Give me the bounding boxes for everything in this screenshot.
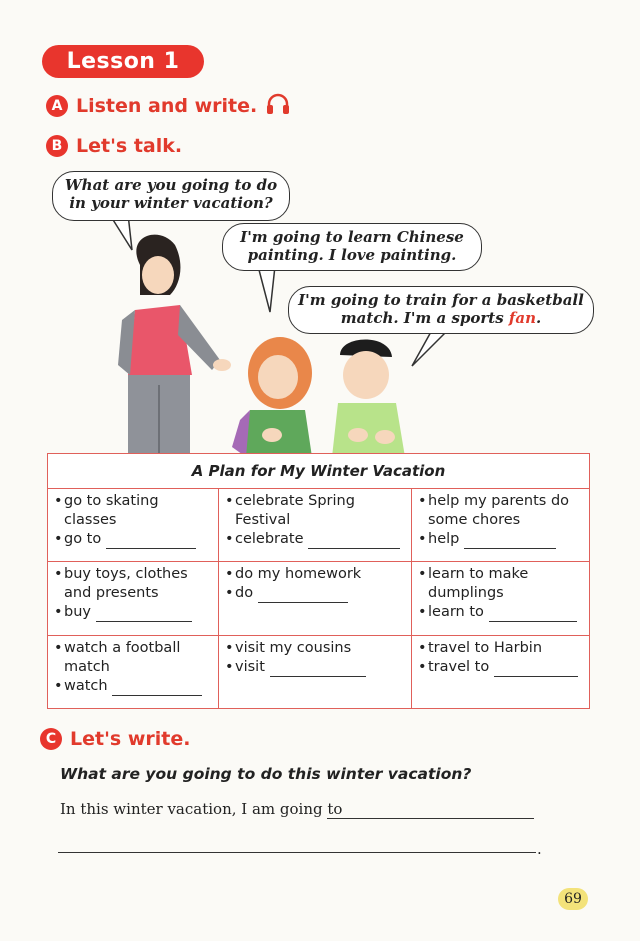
table-row bbox=[48, 562, 590, 635]
plan-item-fill bbox=[54, 677, 212, 696]
blank-line[interactable] bbox=[96, 608, 192, 622]
plan-item: • buy toys, clothes and presents bbox=[54, 565, 212, 603]
blank-line[interactable] bbox=[489, 608, 577, 622]
plan-item: • do my homework bbox=[225, 565, 405, 584]
table-row bbox=[48, 489, 590, 562]
sentence-end: . bbox=[537, 840, 542, 858]
page-number: 69 bbox=[558, 888, 588, 910]
table-cell bbox=[48, 635, 219, 708]
plan-item-fill bbox=[225, 584, 405, 603]
section-b-heading bbox=[46, 135, 182, 157]
plan-item: • visit my cousins bbox=[225, 639, 405, 658]
table-cell bbox=[219, 635, 412, 708]
headphone-icon[interactable] bbox=[265, 92, 291, 120]
teacher-figure bbox=[118, 235, 231, 457]
winter-vacation-plan-table bbox=[47, 453, 590, 709]
plan-item-label: help bbox=[428, 531, 460, 547]
blank-line[interactable] bbox=[494, 663, 578, 677]
answer-line-1[interactable] bbox=[327, 818, 534, 819]
plan-item: • watch a football match bbox=[54, 639, 212, 677]
bubble-boy-line2-post: . bbox=[535, 309, 542, 327]
table-cell bbox=[412, 562, 590, 635]
table-cell bbox=[412, 489, 590, 562]
lesson-title: Lesson 1 bbox=[42, 45, 204, 78]
plan-item: • travel to Harbin bbox=[418, 639, 583, 658]
section-b-title: Let's talk. bbox=[76, 135, 183, 157]
plan-item-fill bbox=[418, 603, 583, 622]
plan-item-label: travel to bbox=[428, 658, 490, 675]
table-cell bbox=[48, 489, 219, 562]
blank-line[interactable] bbox=[112, 682, 202, 696]
bubble-teacher-line2: in your winter vacation? bbox=[69, 194, 273, 212]
bubble-boy-line1: I'm going to train for a basketball bbox=[298, 291, 584, 309]
plan-item: • help my parents do some chores bbox=[418, 492, 583, 530]
plan-item-fill bbox=[54, 603, 212, 622]
plan-item-fill bbox=[418, 530, 583, 549]
plan-item-label: learn to bbox=[428, 604, 484, 621]
writing-question: What are you going to do this winter vacation? bbox=[60, 765, 472, 783]
blank-line[interactable] bbox=[106, 535, 196, 549]
plan-item-label: celebrate bbox=[235, 531, 304, 547]
blank-line[interactable] bbox=[308, 535, 400, 549]
plan-item-label: go to bbox=[64, 531, 102, 547]
table-title: A Plan for My Winter Vacation bbox=[48, 454, 590, 489]
table-cell bbox=[219, 489, 412, 562]
table-cell bbox=[219, 562, 412, 635]
sentence-start: In this winter vacation, I am going to bbox=[60, 800, 343, 818]
section-a-title: Listen and write. bbox=[76, 95, 258, 117]
speech-bubble-teacher bbox=[52, 171, 290, 221]
bubble-girl-line2: painting. I love painting. bbox=[247, 246, 457, 264]
bubble-boy-line2-pre: match. I'm a sports bbox=[340, 309, 509, 327]
section-c-title: Let's write. bbox=[70, 728, 191, 750]
answer-line-2[interactable] bbox=[58, 852, 536, 853]
blank-line[interactable] bbox=[270, 663, 366, 677]
section-c-badge: C bbox=[40, 728, 62, 750]
section-b-badge: B bbox=[46, 135, 68, 157]
plan-item-fill bbox=[54, 530, 212, 549]
blank-line[interactable] bbox=[464, 535, 556, 549]
bubble-girl-line1: I'm going to learn Chinese bbox=[240, 228, 464, 246]
section-a-heading bbox=[46, 92, 291, 120]
table-row bbox=[48, 635, 590, 708]
section-c-heading bbox=[40, 728, 190, 750]
plan-item-label: watch bbox=[64, 677, 108, 694]
girl-figure bbox=[232, 337, 312, 457]
bubble-teacher-line1: What are you going to do bbox=[64, 176, 278, 194]
bubble-boy-highlight: fan bbox=[508, 309, 536, 327]
plan-item-fill bbox=[418, 658, 583, 677]
characters-illustration bbox=[100, 225, 430, 457]
plan-item: • learn to make dumplings bbox=[418, 565, 583, 603]
blank-line[interactable] bbox=[258, 589, 348, 603]
plan-item-label: visit bbox=[235, 658, 265, 675]
plan-item: • celebrate Spring Festival bbox=[225, 492, 405, 530]
plan-item-fill bbox=[225, 658, 405, 677]
plan-item-fill bbox=[225, 530, 405, 549]
plan-item-label: buy bbox=[64, 604, 91, 621]
plan-item-label: do bbox=[235, 585, 254, 602]
boy-figure bbox=[332, 340, 405, 458]
table-cell bbox=[48, 562, 219, 635]
table-cell bbox=[412, 635, 590, 708]
plan-item: • go to skating classes bbox=[54, 492, 212, 530]
section-a-badge: A bbox=[46, 95, 68, 117]
